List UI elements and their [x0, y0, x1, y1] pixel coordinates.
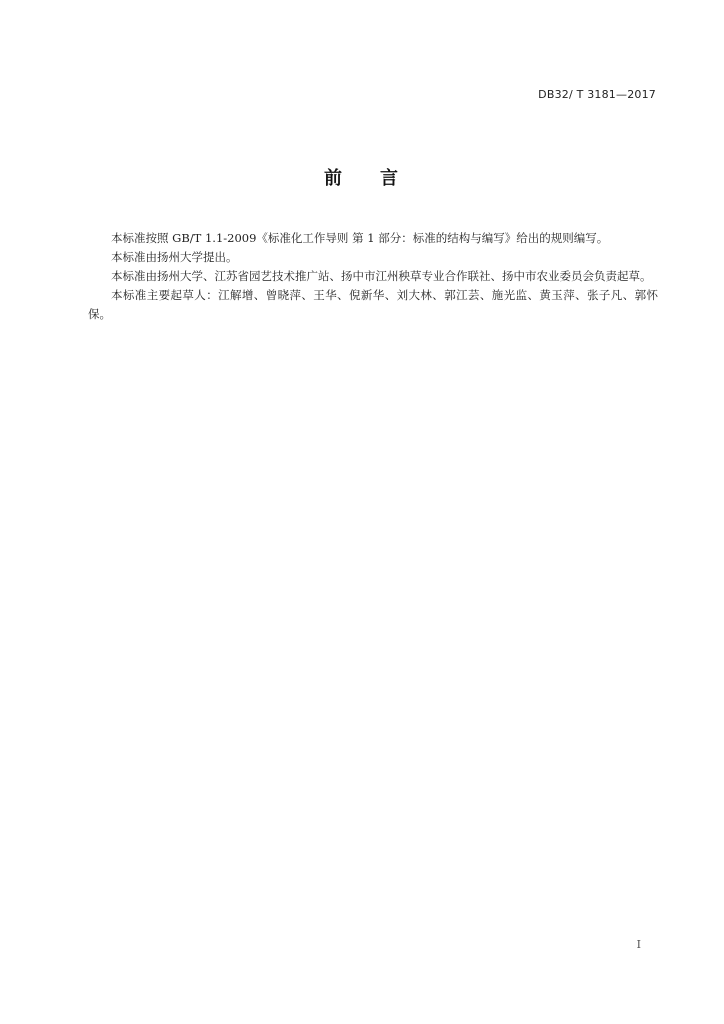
page-title-char-2: 言	[380, 168, 400, 189]
paragraph-proposer: 本标准由扬州大学提出。	[111, 250, 238, 264]
paragraph-drafters: 本标准主要起草人：江解增、曾晓萍、王华、倪新华、刘大林、郭江芸、施光监、黄玉萍、张子凡、郭怀保。	[88, 288, 658, 321]
paragraph-drafting-rules: 本标准按照 GB/T 1.1-2009《标准化工作导则 第 1 部分：标准的结构与编写》给出的规则编写。	[111, 231, 609, 245]
page-title-char-1: 前	[324, 168, 344, 189]
foreword-body	[88, 229, 658, 324]
page-title	[0, 164, 724, 190]
standard-code: DB32/ T 3181—2017	[538, 88, 656, 101]
paragraph-drafting-units: 本标准由扬州大学、江苏省园艺技术推广站、扬中市江州秧草专业合作联社、扬中市农业委员会负责起草。	[111, 269, 652, 283]
page-number: I	[636, 938, 641, 951]
